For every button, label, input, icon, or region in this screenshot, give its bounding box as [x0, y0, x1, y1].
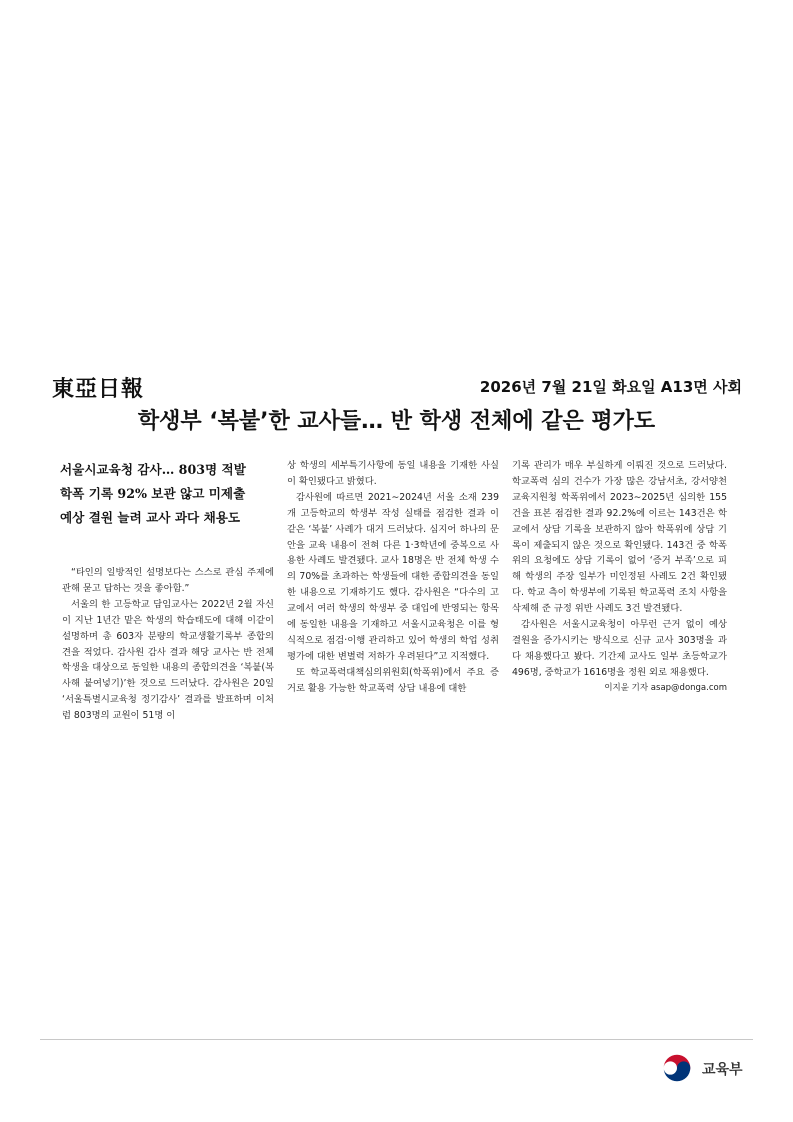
article-paragraph: 서울의 한 고등학교 담임교사는 2022년 2월 자신이 지난 1년간 맡은 학생의 학습태도에 대해 이같이 설명하며 총 603자 분량의 학교생활기록부 종합의견을 적었다. 감사원 감사 결과 해당 교사는 반 전체 학생을 대상으로 동일한 내용의 종합의견을 ‘복붙(복사해 붙여넣기)’한 것으로 드러났다. 감사원은 20일 ‘서울특별시교육청 정기감사’ 결과를 발표하며 이처럼 803명의 교원이 51명 이: [62, 598, 274, 722]
footer-divider: [40, 1039, 753, 1040]
subhead-line: 서울시교육청 감사… 803명 적발: [60, 462, 246, 477]
article-column-2: [287, 458, 499, 697]
newspaper-logo: 東亞日報: [52, 376, 145, 402]
article-paragraph-text: 감사원은 서울시교육청이 아무런 근거 없이 예상 결원을 증가시키는 방식으로 신규 교사 303명을 과다 채용했다고 봤다. 기간제 교사도 일부 초등학교가 496명, 중학교가 1616명을 정원 외로 채용했다.: [512, 619, 727, 678]
byline: 이지윤 기자 asap@donga.com: [604, 682, 727, 693]
subhead-line: 학폭 기록 92% 보관 않고 미제출: [60, 486, 246, 501]
subhead-line: 예상 결원 늘려 교사 과다 채용도: [60, 510, 241, 525]
article-paragraph: 기록 관리가 매우 부실하게 이뤄진 것으로 드러났다. 학교폭력 심의 건수가 가장 많은 강남서초, 강서양천 교육지원청 학폭위에서 2023∼2025년 심의한 155건을 표본 점검한 결과 92.2%에 이르는 143건은 학교에서 상담 기록을 보관하지 않아 학폭위에 상담 기록이 제출되지 않은 것으로 확인됐다. 143건 중 학폭위의 요청에도 상담 기록이 없어 ‘증거 부족’으로 피해 학생의 주장 일부가 미인정된 사례도 2건 확인됐다. 학교 측이 학생부에 기록된 학교폭력 조치 사항을 삭제해 준 규정 위반 사례도 3건 발견됐다.: [512, 460, 727, 615]
ministry-name: 교육부: [702, 1062, 743, 1078]
article-paragraph: 또 학교폭력대책심의위원회(학폭위)에서 주요 증거로 활용 가능한 학교폭력 상담 내용에 대한: [287, 666, 499, 694]
ministry-logo: [658, 1049, 758, 1087]
dateline: 2026년 7월 21일 화요일 A13면 사회: [479, 378, 742, 396]
article-paragraph: “타인의 일방적인 설명보다는 스스로 관심 주제에 관해 묻고 답하는 것을 좋아함.”: [62, 567, 274, 594]
article-column-3: [512, 458, 727, 697]
taegeuk-emblem-icon: [658, 1049, 696, 1087]
article-paragraph: [512, 617, 727, 693]
article-column-1: [62, 565, 274, 724]
article-subheads: [60, 458, 278, 530]
masthead: [52, 372, 742, 402]
article-headline: 학생부 ‘복붙’한 교사들… 반 학생 전체에 같은 평가도: [137, 409, 656, 434]
article-paragraph: 감사원에 따르면 2021∼2024년 서울 소재 239개 고등학교의 학생부 작성 실태를 점검한 결과 이 같은 ‘복붙’ 사례가 대거 드러났다. 심지어 하나의 문안을 교육 내용이 전혀 다른 1·3학년에 중복으로 사용한 사례도 발견됐다. 교사 18명은 반 전체 학생 수의 70%를 초과하는 학생들에 대한 종합의견을 동일한 내용으로 기재하기도 했다. 감사원은 “다수의 고교에서 여러 학생의 학생부 중 대입에 반영되는 항목에 동일한 내용을 기재하고 서울시교육청은 이를 형식적으로 점검·이행 관리하고 있어 학생의 학업 성취평가에 대한 변별력 저하가 우려된다”고 지적했다.: [287, 491, 499, 662]
article-paragraph: 상 학생의 세부특기사항에 동일 내용을 기재한 사실이 확인됐다고 밝혔다.: [287, 460, 499, 487]
